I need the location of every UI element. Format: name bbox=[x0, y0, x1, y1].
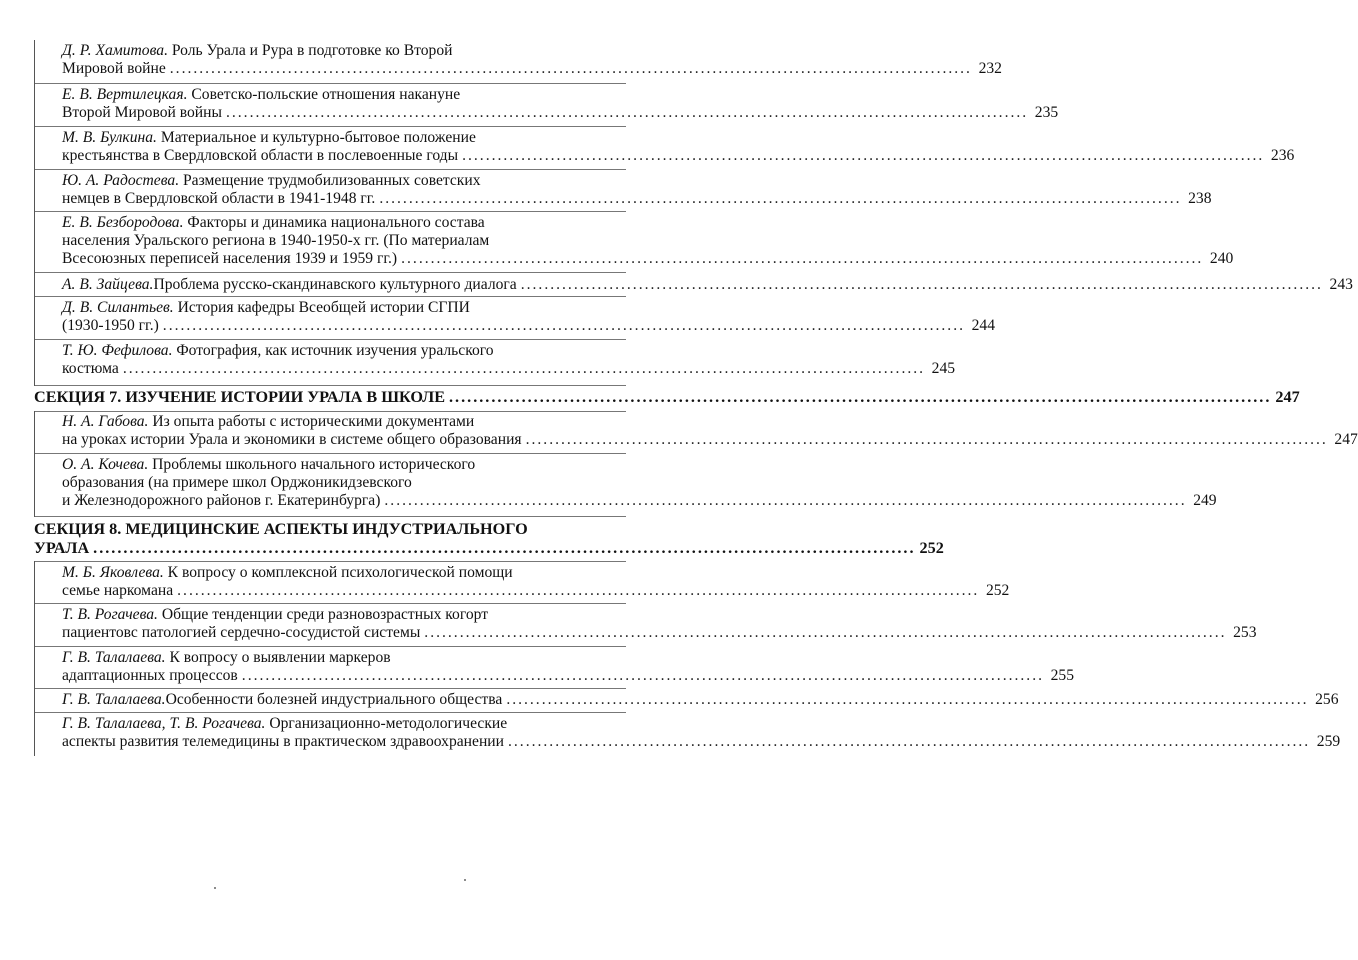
entry-page-number: 252 bbox=[985, 582, 1010, 600]
entry-title-cont: населения Уральского региона в 1940-1950-х гг. (По материалам bbox=[62, 232, 490, 250]
separator-rule bbox=[34, 126, 626, 127]
entry-page-number: 238 bbox=[1188, 190, 1212, 208]
entry-last-line bbox=[62, 250, 1234, 268]
entry-title-line bbox=[62, 413, 624, 431]
entry-title: Из опыта работы с историческими документами bbox=[148, 413, 475, 430]
entry-title-line bbox=[62, 214, 624, 232]
entry-page-number: 243 bbox=[1329, 276, 1353, 293]
entry-author: Т. В. Рогачева. bbox=[62, 606, 158, 623]
entry-last-line bbox=[62, 190, 1212, 208]
entry-page-number: 236 bbox=[1270, 147, 1295, 165]
entry-title-cont: крестьянства в Свердловской области в послевоенные годы bbox=[62, 147, 459, 165]
entry-title-line bbox=[62, 232, 624, 250]
toc-entry bbox=[62, 172, 1212, 208]
separator-rule bbox=[34, 688, 626, 689]
separator-rule bbox=[34, 712, 626, 713]
entry-author: М. Б. Яковлева. bbox=[62, 564, 164, 581]
toc-entry bbox=[62, 86, 1059, 122]
separator-rule bbox=[34, 211, 626, 212]
entry-title: Советско-польские отношения накануне bbox=[187, 86, 461, 103]
separator-rule bbox=[34, 83, 626, 84]
dot-leader: ........................................................................................................................................ bbox=[462, 147, 1265, 165]
separator-rule bbox=[34, 385, 626, 386]
entry-last-line bbox=[62, 147, 1295, 165]
dot-leader: ........................................................................................................................................ bbox=[93, 539, 916, 557]
separator-rule bbox=[34, 339, 626, 340]
dot-leader: ........................................................................................................................................ bbox=[177, 582, 980, 600]
separator-rule bbox=[34, 296, 626, 297]
entry-title-cont: костюма bbox=[62, 360, 119, 378]
entry-title: К вопросу о комплексной психологической помощи bbox=[163, 564, 513, 581]
entry-author: Г. В. Талалаева, Т. В. Рогачева. bbox=[62, 715, 266, 732]
entry-author: Н. А. Габова. bbox=[62, 413, 149, 430]
dot-leader: ........................................................................................................................................ bbox=[241, 667, 1044, 685]
entry-title-line bbox=[62, 715, 624, 733]
entry-title: Общие тенденции среди разновозрастных когорт bbox=[157, 606, 489, 623]
entry-title: Организационно-методологические bbox=[265, 715, 508, 732]
entry-last-line bbox=[62, 733, 1341, 751]
toc-entry bbox=[62, 342, 956, 378]
entry-title: Фотография, как источник изучения уральского bbox=[172, 342, 494, 359]
entry-title-line bbox=[62, 42, 624, 60]
entry-title-cont: на уроках истории Урала и экономики в системе общего образования bbox=[62, 431, 522, 449]
section-line bbox=[34, 388, 1300, 407]
section-heading bbox=[34, 520, 944, 558]
scan-speck bbox=[464, 879, 466, 881]
separator-rule bbox=[34, 603, 626, 604]
section-page-number: 247 bbox=[1275, 388, 1300, 406]
entry-title: Факторы и динамика национального состава bbox=[183, 214, 485, 231]
entry-title-cont: адаптационных процессов bbox=[62, 667, 238, 685]
entry-title: Материальное и культурно-бытовое положение bbox=[156, 129, 476, 146]
entry-title: Проблемы школьного начального исторического bbox=[148, 456, 476, 473]
toc-entry bbox=[62, 42, 1002, 78]
section-heading bbox=[34, 388, 1300, 407]
entry-title-cont: аспекты развития телемедицины в практическом здравоохранении bbox=[62, 733, 504, 751]
entry-title-line bbox=[62, 649, 624, 667]
section-title: СЕКЦИЯ 7. ИЗУЧЕНИЕ ИСТОРИИ УРАЛА В ШКОЛЕ bbox=[34, 388, 445, 406]
toc-entry bbox=[62, 606, 1257, 642]
toc-entry bbox=[62, 649, 1074, 685]
toc-entry bbox=[62, 299, 995, 335]
entry-last-line bbox=[62, 276, 1353, 294]
entry-title: Проблема русско-скандинавского культурного диалога bbox=[153, 276, 517, 293]
entry-last-line bbox=[62, 691, 1339, 709]
entry-title: Размещение трудмобилизованных советских bbox=[179, 172, 481, 189]
entry-title-cont: Мировой войне bbox=[62, 60, 166, 78]
dot-leader: ........................................................................................................................................ bbox=[424, 624, 1227, 642]
entry-title-line bbox=[62, 129, 624, 147]
dot-leader: ........................................................................................................................................ bbox=[162, 317, 965, 335]
entry-title-line bbox=[62, 606, 624, 624]
toc-entry bbox=[62, 413, 1358, 449]
entry-title-line bbox=[62, 474, 624, 492]
entry-last-line bbox=[62, 624, 1257, 642]
entry-page-number: 240 bbox=[1209, 250, 1234, 268]
entry-page-number: 232 bbox=[978, 60, 1002, 78]
entry-title-cont: образования (на примере школ Орджоникидзевского bbox=[62, 474, 412, 492]
entry-page-number: 235 bbox=[1034, 104, 1059, 122]
entry-title-cont: (1930-1950 гг.) bbox=[62, 317, 159, 335]
entry-last-line bbox=[62, 60, 1002, 78]
entry-title: Роль Урала и Рура в подготовке ко Второй bbox=[167, 42, 453, 59]
separator-rule bbox=[34, 561, 626, 562]
entry-author: Г. В. Талалаева. bbox=[62, 691, 166, 708]
entry-author: Г. В. Талалаева. bbox=[62, 649, 166, 666]
separator-rule bbox=[34, 272, 626, 273]
entry-title: Особенности болезней индустриального общества bbox=[165, 691, 503, 708]
entry-title: История кафедры Всеобщей истории СГПИ bbox=[173, 299, 470, 316]
left-bracket-line bbox=[34, 40, 35, 386]
entry-title-line bbox=[62, 299, 624, 317]
dot-leader: ........................................................................................................................................ bbox=[379, 190, 1182, 208]
dot-leader: ........................................................................................................................................ bbox=[506, 691, 1309, 708]
dot-leader: ........................................................................................................................................ bbox=[401, 250, 1204, 268]
entry-page-number: 256 bbox=[1315, 691, 1339, 708]
toc-entry bbox=[62, 564, 1010, 600]
dot-leader: ........................................................................................................................................ bbox=[449, 388, 1272, 406]
entry-last-line bbox=[62, 492, 1217, 510]
separator-rule bbox=[34, 646, 626, 647]
entry-author: Ю. А. Радостева. bbox=[62, 172, 180, 189]
entry-title-line bbox=[62, 86, 624, 104]
entry-last-line bbox=[62, 582, 1010, 600]
left-bracket-line bbox=[34, 411, 35, 517]
toc-entry bbox=[62, 456, 1217, 511]
entry-last-line bbox=[62, 104, 1059, 122]
entry-page-number: 245 bbox=[931, 360, 956, 378]
entry-title-line bbox=[62, 456, 624, 474]
separator-rule bbox=[34, 169, 626, 170]
entry-author: О. А. Кочева. bbox=[62, 456, 149, 473]
entry-last-line bbox=[62, 431, 1358, 449]
entry-page-number: 255 bbox=[1050, 667, 1074, 685]
entry-page-number: 244 bbox=[971, 317, 995, 335]
dot-leader: ........................................................................................................................................ bbox=[225, 104, 1029, 122]
entry-last-line bbox=[62, 317, 995, 335]
entry-page-number: 259 bbox=[1316, 733, 1341, 751]
separator-rule bbox=[34, 411, 626, 412]
entry-title-line bbox=[62, 342, 624, 360]
scan-speck bbox=[214, 887, 216, 889]
section-title: СЕКЦИЯ 8. МЕДИЦИНСКИЕ АСПЕКТЫ ИНДУСТРИАЛЬНОГО bbox=[34, 520, 528, 538]
entry-author: А. В. Зайцева. bbox=[62, 276, 154, 293]
section-line bbox=[34, 539, 944, 558]
dot-leader: ........................................................................................................................................ bbox=[525, 431, 1328, 449]
entry-last-line bbox=[62, 667, 1074, 685]
dot-leader: ........................................................................................................................................ bbox=[508, 733, 1311, 751]
entry-page-number: 253 bbox=[1233, 624, 1257, 642]
entry-last-line bbox=[62, 360, 956, 378]
entry-author: Д. Р. Хамитова. bbox=[62, 42, 168, 59]
toc-entry bbox=[62, 214, 1234, 269]
entry-title-cont: Всесоюзных переписей населения 1939 и 1959 гг.) bbox=[62, 250, 398, 268]
toc-entry bbox=[62, 276, 1353, 294]
toc-entry bbox=[62, 691, 1339, 709]
entry-title-line bbox=[62, 564, 624, 582]
entry-author: Е. В. Безбородова. bbox=[62, 214, 184, 231]
entry-title-cont: немцев в Свердловской области в 1941-1948 гг. bbox=[62, 190, 376, 208]
toc-entry bbox=[62, 129, 1295, 165]
entry-author: Т. Ю. Фефилова. bbox=[62, 342, 173, 359]
dot-leader: ........................................................................................................................................ bbox=[384, 492, 1187, 510]
entry-author: М. В. Булкина. bbox=[62, 129, 157, 146]
section-page-number: 252 bbox=[919, 539, 944, 557]
entry-page-number: 249 bbox=[1193, 492, 1217, 510]
entry-title-cont: Второй Мировой войны bbox=[62, 104, 222, 122]
section-title-cont: УРАЛА bbox=[34, 539, 90, 557]
entry-title-cont: семье наркомана bbox=[62, 582, 174, 600]
toc-entry bbox=[62, 715, 1341, 751]
separator-rule bbox=[34, 516, 626, 517]
entry-title-line bbox=[62, 172, 624, 190]
entry-page-number: 247 bbox=[1334, 431, 1358, 449]
dot-leader: ........................................................................................................................................ bbox=[169, 60, 972, 78]
entry-author: Е. В. Вертилецкая. bbox=[62, 86, 188, 103]
entry-title: К вопросу о выявлении маркеров bbox=[165, 649, 391, 666]
separator-rule bbox=[34, 453, 626, 454]
entry-title-cont: и Железнодорожного районов г. Екатеринбурга) bbox=[62, 492, 381, 510]
entry-author: Д. В. Силантьев. bbox=[62, 299, 174, 316]
dot-leader: ........................................................................................................................................ bbox=[520, 276, 1323, 293]
section-line bbox=[34, 520, 624, 539]
dot-leader: ........................................................................................................................................ bbox=[122, 360, 926, 378]
left-bracket-line bbox=[34, 561, 35, 756]
entry-title-cont: пациентовс патологией сердечно-сосудистой системы bbox=[62, 624, 421, 642]
